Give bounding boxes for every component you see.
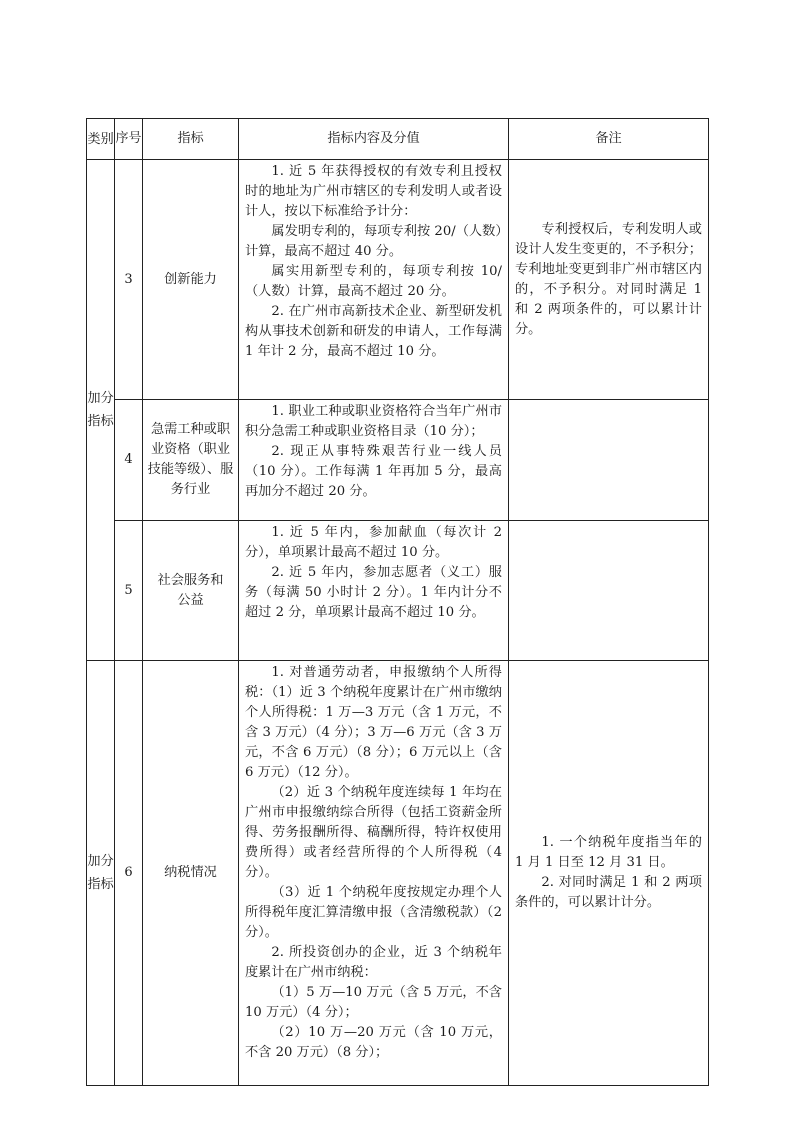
table-row <box>87 160 709 400</box>
table-row <box>87 521 709 661</box>
content-paragraph: 2. 在广州市高新技术企业、新型研发机构从事技术创新和研发的申请人，工作每满 1 年计 2 分，最高不超过 10 分。 <box>245 304 502 359</box>
content-paragraph: 1. 近 5 年获得授权的有效专利且授权时的地址为广州市辖区的专利发明人或者设计人，按以下标准给予计分： <box>245 164 502 219</box>
note-cell <box>509 661 709 1086</box>
table-row <box>87 661 709 1086</box>
table-header-row <box>87 119 709 160</box>
content-paragraph: （2）近 3 个纳税年度连续每 1 年均在广州市申报缴纳综合所得（包括工资薪金所得、劳务报酬所得、稿酬所得，特许权使用费所得）或者经营所得的个人所得税（4 分）。 <box>245 785 502 880</box>
content-paragraph: 属发明专利的，每项专利按 20/（人数）计算，最高不超过 40 分。 <box>245 224 502 259</box>
content-paragraph: 1. 对普通劳动者，申报缴纳个人所得税：（1）近 3 个纳税年度累计在广州市缴纳个人所得税：1 万—3 万元（含 1 万元，不含 3 万元）（4 分）；3 万—6 万元（含 3 万元，不含 6 万元）（8 分）；6 万元以上（含 6 万元）（12 分）。 <box>245 665 502 780</box>
indicator-cell: 社会服务和公益 <box>143 521 239 661</box>
content-paragraph: （2）10 万—20 万元（含 10 万元，不含 20 万元）（8 分）； <box>245 1025 502 1060</box>
content-cell <box>239 661 509 1086</box>
content-cell <box>239 400 509 521</box>
header-indicator: 指标 <box>143 119 239 160</box>
content-cell <box>239 521 509 661</box>
content-paragraph: 2. 所投资创办的企业，近 3 个纳税年度累计在广州市纳税： <box>245 945 502 980</box>
indicator-cell: 急需工种或职业资格（职业技能等级）、服务行业 <box>143 400 239 521</box>
scoring-table <box>86 118 709 1086</box>
seq-cell: 3 <box>115 160 143 400</box>
content-paragraph: 2. 现正从事特殊艰苦行业一线人员（10 分）。工作每满 1 年再加 5 分，最高再加分不超过 20 分。 <box>245 444 502 499</box>
header-category: 类别 <box>87 119 115 160</box>
content-paragraph: （3）近 1 个纳税年度按规定办理个人所得税年度汇算清缴申报（含清缴税款）（2 分）。 <box>245 885 502 940</box>
note-paragraph: 2. 对同时满足 1 和 2 两项条件的，可以累计计分。 <box>515 875 702 910</box>
note-cell <box>509 400 709 521</box>
content-paragraph: （1）5 万—10 万元（含 5 万元，不含 10 万元）（4 分）； <box>245 985 502 1020</box>
note-cell <box>509 521 709 661</box>
note-paragraph: 1. 一个纳税年度指当年的 1 月 1 日至 12 月 31 日。 <box>515 835 702 870</box>
note-paragraph: 专利授权后，专利发明人或设计人发生变更的，不予积分；专利地址变更到非广州市辖区内的，不予积分。对同时满足 1 和 2 两项条件的，可以累计计分。 <box>515 221 702 337</box>
header-seq: 序号 <box>115 119 143 160</box>
note-cell <box>509 160 709 400</box>
seq-cell: 4 <box>115 400 143 521</box>
header-note: 备注 <box>509 119 709 160</box>
category-cell: 加分指标 <box>87 661 115 1086</box>
indicator-cell: 创新能力 <box>143 160 239 400</box>
indicator-cell: 纳税情况 <box>143 661 239 1086</box>
header-content: 指标内容及分值 <box>239 119 509 160</box>
category-cell: 加分指标 <box>87 160 115 661</box>
content-paragraph: 2. 近 5 年内，参加志愿者（义工）服务（每满 50 小时计 2 分）。1 年内计分不超过 2 分，单项累计最高不超过 10 分。 <box>245 565 502 620</box>
content-paragraph: 1. 职业工种或职业资格符合当年广州市积分急需工种或职业资格目录（10 分）； <box>245 404 502 439</box>
seq-cell: 5 <box>115 521 143 661</box>
content-paragraph: 属实用新型专利的，每项专利按 10/（人数）计算，最高不超过 20 分。 <box>245 264 502 299</box>
seq-cell: 6 <box>115 661 143 1086</box>
table-row <box>87 400 709 521</box>
content-paragraph: 1. 近 5 年内，参加献血（每次计 2 分），单项累计最高不超过 10 分。 <box>245 525 502 560</box>
content-cell <box>239 160 509 400</box>
